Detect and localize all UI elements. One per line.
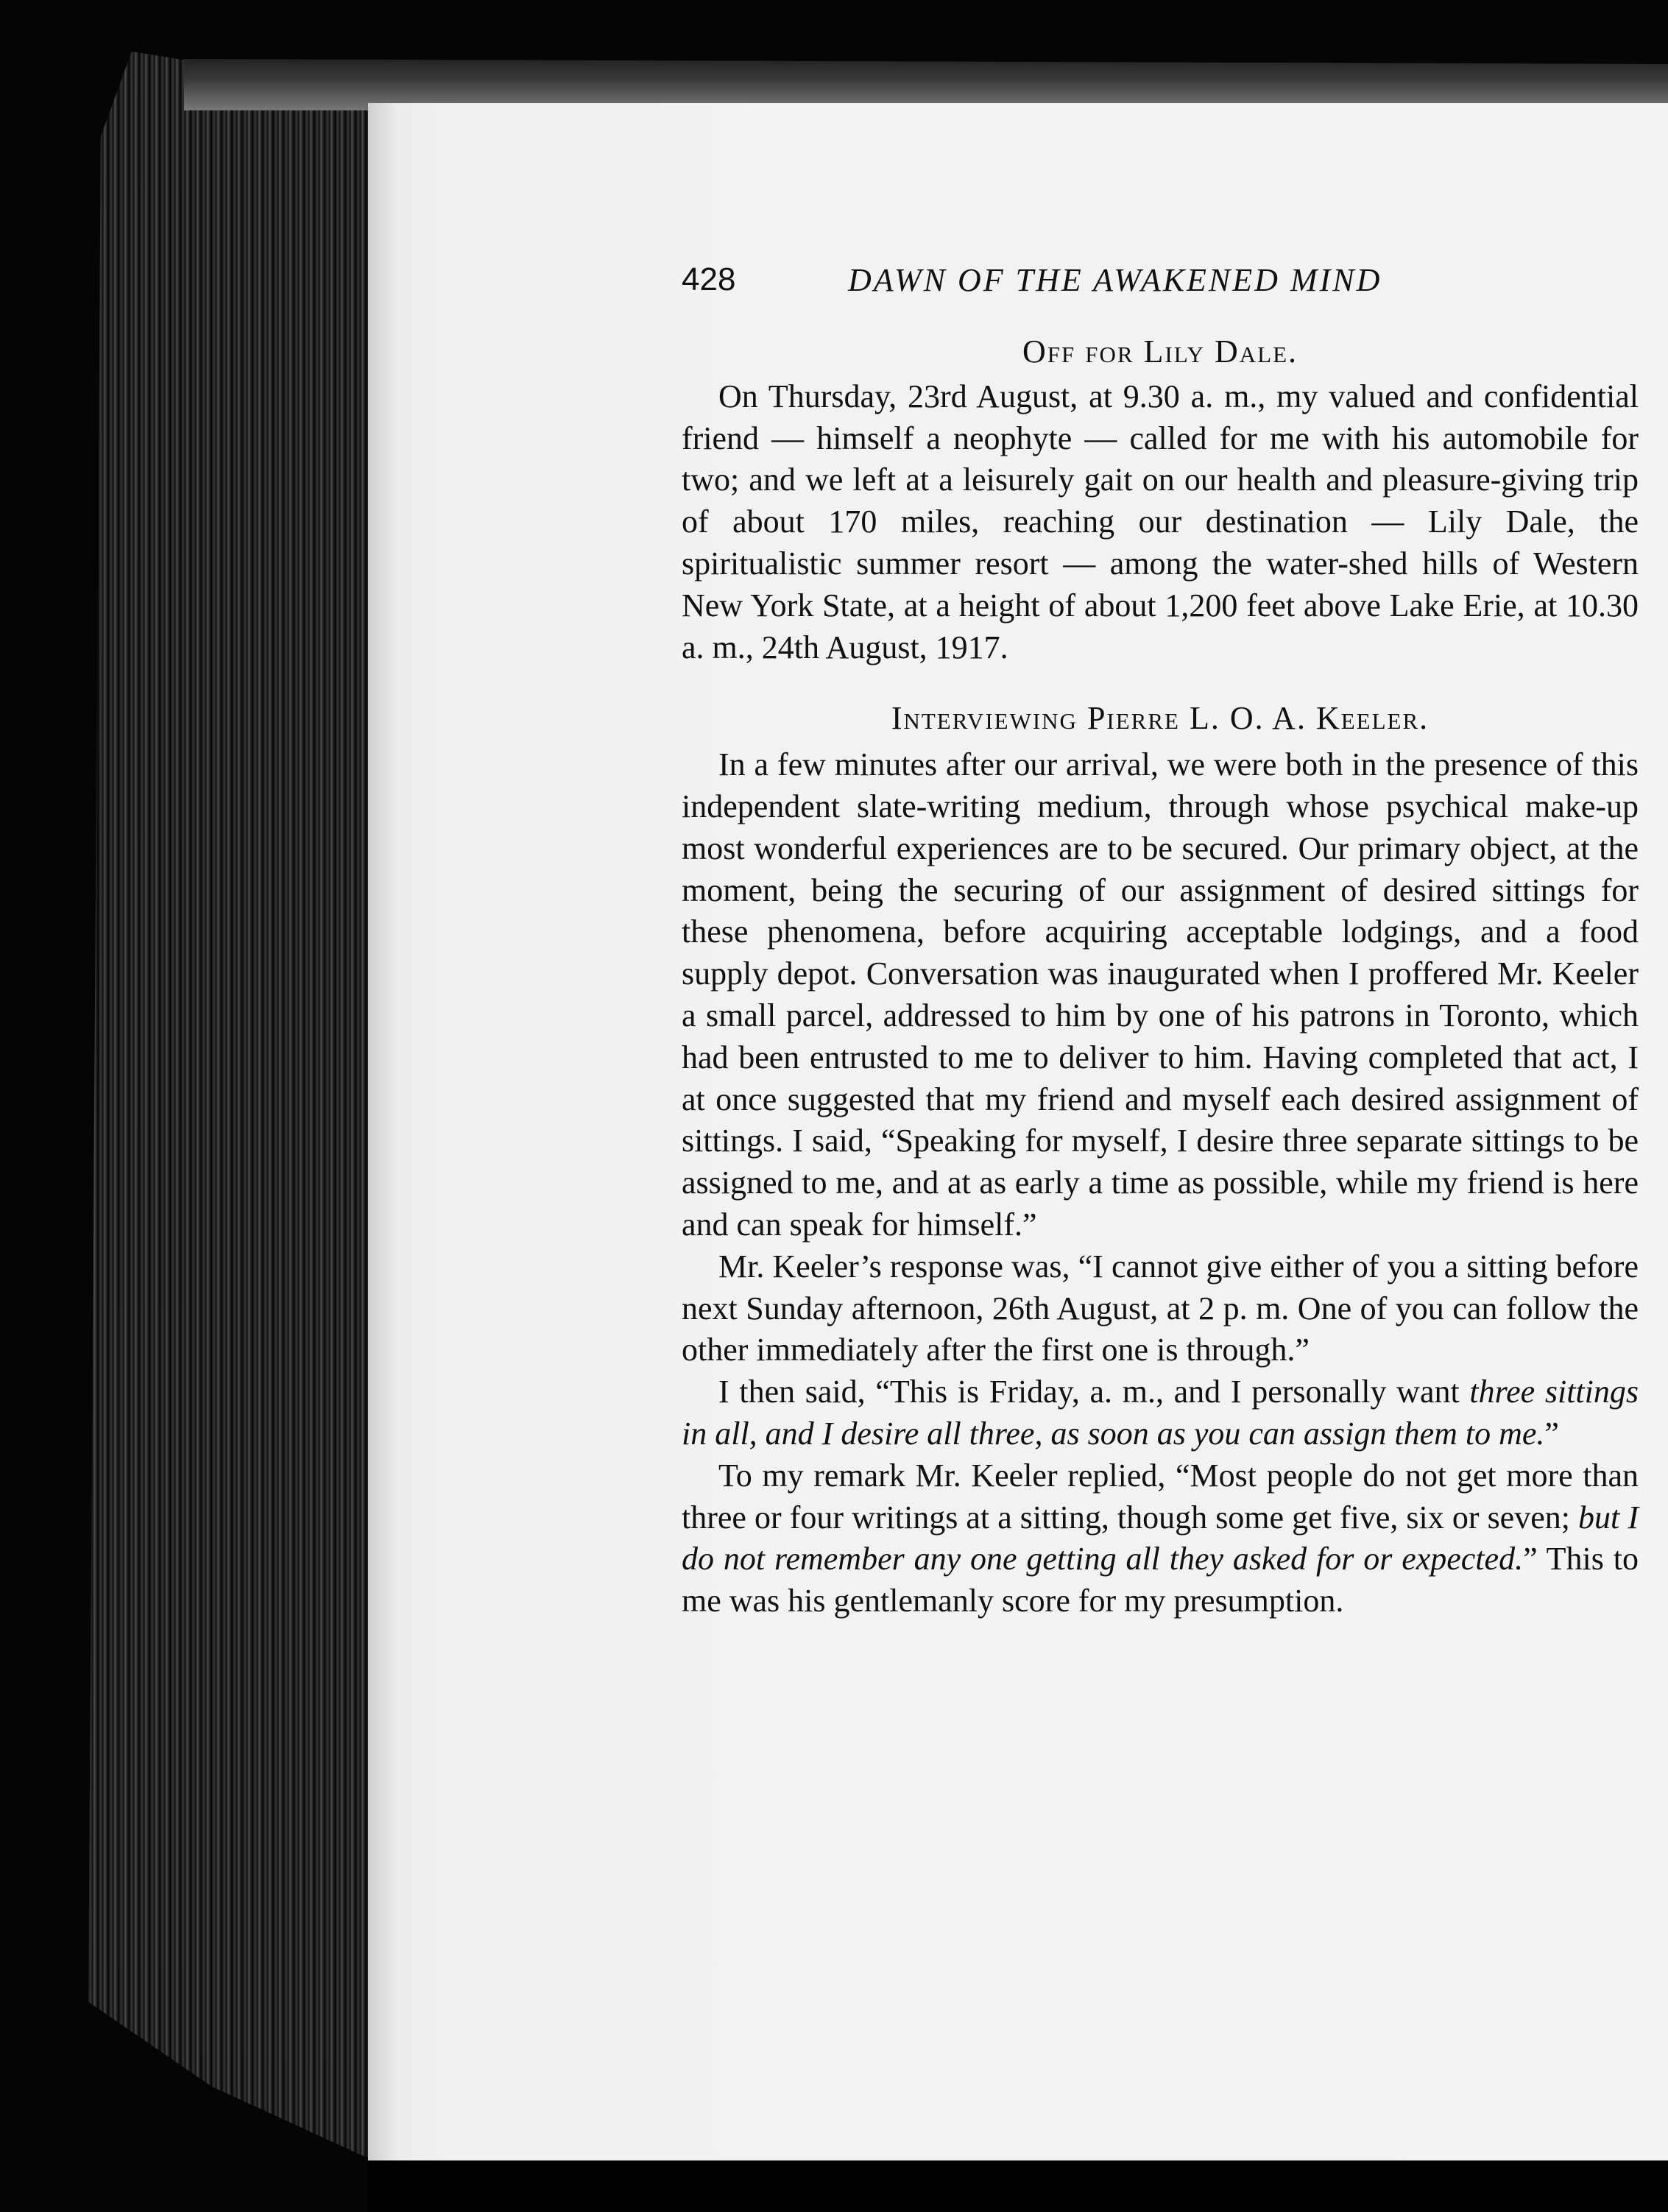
running-head	[682, 261, 1491, 305]
section-heading: Interviewing Pierre L. O. A. Keeler.	[891, 700, 1430, 737]
paragraph-text: ”	[1544, 1415, 1559, 1452]
italic-text: but I do not remember any one getting all they asked for or expected.	[682, 1499, 1639, 1577]
bottom-shadow	[368, 2160, 1668, 2212]
paragraph	[682, 1371, 1639, 1455]
paragraph-text: I then said, “This is Friday, a. m., and I personally want	[718, 1374, 1470, 1410]
page-number: 428	[682, 261, 736, 297]
paragraph-text: To my remark Mr. Keeler replied, “Most people do not get more than three or four writings at a sitting, though some get five, six or seven;	[682, 1457, 1639, 1536]
body-text	[682, 331, 1639, 1622]
paragraph	[682, 1455, 1639, 1622]
section-heading: Off for Lily Dale.	[1022, 333, 1298, 370]
paragraph: In a few minutes after our arrival, we were both in the presence of this independent slate-writing medium, through whose psychical make-up most wonderful experiences are to be secured. Our primary object, at the moment, being the securing of our assignment of desired sittings for these phenomena, before acquiring acceptable lodgings, and a food supply depot. Conversation was inaugurated when I proffered Mr. Keeler a small parcel, addressed to him by one of his patrons in Toronto, which had been entrusted to me to deliver to him. Having completed that act, I at once suggested that my friend and myself each desired assignment of sittings. I said, “Speaking for myself, I desire three separate sittings to be assigned to me, and at as early a time as possible, while my friend is here and can speak for himself.”	[682, 746, 1639, 1243]
running-title: DAWN OF THE AWAKENED MIND	[848, 262, 1382, 298]
paragraph: Mr. Keeler’s response was, “I cannot give either of you a sitting before next Sunday afternoon, 26th August, at 2 p. m. One of you can follow the other immediately after the first one is through.”	[682, 1248, 1639, 1368]
italic-text: three sittings in all, and I desire all three, as soon as you can assign them to me.	[682, 1374, 1639, 1452]
paragraph-text: ” This to me was his gentlemanly score for my presumption.	[682, 1541, 1639, 1619]
book-page-edges	[88, 52, 397, 2172]
paragraph: On Thursday, 23rd August, at 9.30 a. m., my valued and confidential friend — himself a neophyte — called for me with his automobile for two; and we left at a leisurely gait on our health and pleasure-giving trip of about 170 miles, reaching our destination — Lily Dale, the spiritualistic summer resort — among the water-shed hills of Western New York State, at a height of about 1,200 feet above Lake Erie, at 10.30 a. m., 24th August, 1917.	[682, 378, 1639, 665]
